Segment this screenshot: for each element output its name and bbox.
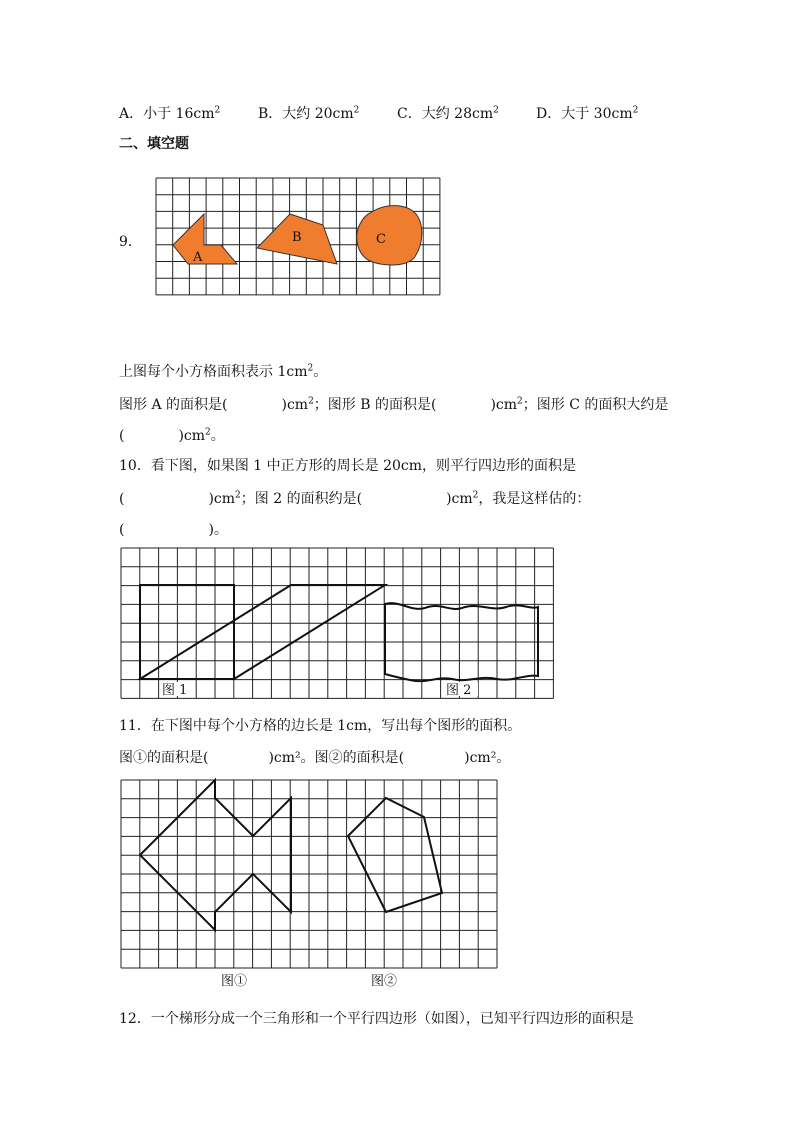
q11-fig2-caption: 图②: [371, 974, 398, 989]
shape-c-label: C: [376, 232, 386, 247]
q9-text-1: 上图每个小方格面积表示 $1cm^2$。: [119, 363, 328, 380]
q9-number: 9．: [119, 234, 142, 250]
section-heading: 二、填空题: [119, 136, 189, 152]
q9-text-3: ( )$cm^2$。: [119, 427, 225, 444]
q10-fig2-caption: 图 2: [446, 683, 472, 698]
shape-a-label: A: [193, 250, 203, 265]
shape-b-label: B: [292, 230, 302, 245]
q9-text-2: 图形 A 的面积是( )$cm^2$；图形 B 的面积是( )$cm^2$；图形 C 的面积大约是: [119, 396, 669, 413]
q11-grid: [121, 780, 497, 968]
q11-fig1-caption: 图①: [221, 974, 248, 989]
q8-option-d: D．大于 $30cm^2$: [536, 105, 639, 122]
q11-text-1: 11．在下图中每个小方格的边长是 1cm，写出每个图形的面积。: [119, 718, 522, 734]
q8-option-c: C．大约 $28cm^2$: [397, 105, 499, 122]
q10-text-1: 10．看下图，如果图 1 中正方形的周长是 20cm，则平行四边形的面积是: [119, 458, 577, 474]
q8-option-b: B．大约 $20cm^2$: [258, 105, 360, 122]
q10-text-2: ( )$cm^2$；图 2 的面积约是( )$cm^2$，我是这样估的：: [119, 490, 591, 507]
q12-text-1: 12．一个梯形分成一个三角形和一个平行四边形（如图），已知平行四边形的面积是: [119, 1011, 634, 1027]
q10-text-3: ( )。: [119, 522, 228, 538]
q11-text-2: 图①的面积是( )cm²。图②的面积是( )cm²。: [119, 750, 511, 766]
q10-fig1-caption: 图 1: [162, 683, 188, 698]
q8-option-a: A．小于 $16cm^2$: [119, 105, 221, 122]
